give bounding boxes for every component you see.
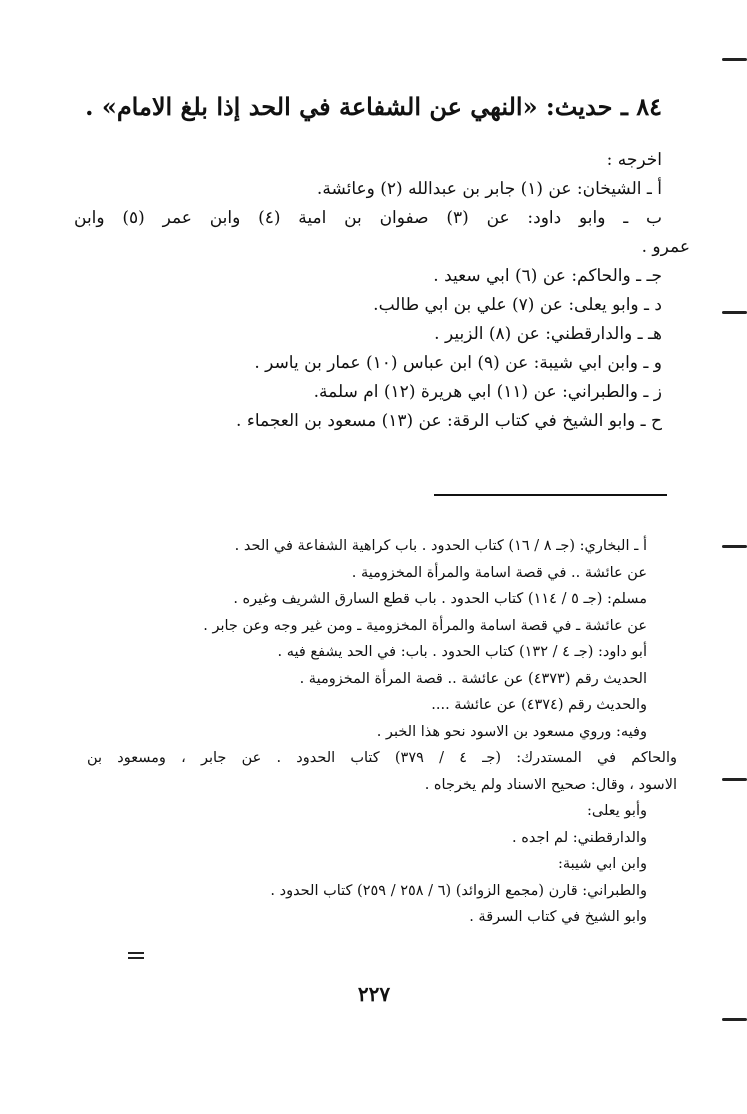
page-number: ٢٢٧ xyxy=(357,982,391,1006)
footnote-line: عن عائشة ـ في قصة اسامة والمرأة المخزومية ـ ومن غير وجه وعن جابر . xyxy=(203,617,647,634)
takhrij-item: جـ ـ والحاكم: عن (٦) ابي سعيد . xyxy=(433,266,662,286)
footnote-divider xyxy=(434,494,667,496)
footnote-line: والحاكم في المستدرك: (جـ ٤ / ٣٧٩) كتاب الحدود . عن جابر ، ومسعود بن xyxy=(87,750,678,766)
footnote-line: مسلم: (جـ ٥ / ١١٤) كتاب الحدود . باب قطع السارق الشريف وغيره . xyxy=(233,591,647,607)
takhrij-item: ح ـ وابو الشيخ في كتاب الرقة: عن (١٣) مسعود بن العجماء . xyxy=(236,411,662,431)
footnote-line: والطبراني: قارن (مجمع الزوائد) (٦ / ٢٥٨ / ٢٥٩) كتاب الحدود . xyxy=(270,882,647,899)
takhrij-item: ب ـ وابو داود: عن (٣) صفوان بن امية (٤) وابن عمر (٥) وابن xyxy=(74,208,662,228)
takhrij-intro: اخرجه : xyxy=(606,150,662,170)
scan-edge-mark xyxy=(722,545,747,548)
footnote-line: وابو الشيخ في كتاب السرقة . xyxy=(469,909,647,925)
footnote-line: وابن ابي شيبة: xyxy=(557,856,647,872)
footnote-line: الاسود ، وقال: صحيح الاسناد ولم يخرجاه . xyxy=(424,776,677,793)
takhrij-section xyxy=(74,146,690,436)
continuation-mark xyxy=(128,952,144,960)
footnote-line: الحديث رقم (٤٣٧٣) عن عائشة .. قصة المرأة المخزومية . xyxy=(299,670,647,687)
footnote-line: وفيه: وروي مسعود بن الاسود نحو هذا الخبر . xyxy=(376,723,647,740)
footnote-line: وأبو يعلى: xyxy=(587,803,647,819)
scan-edge-mark xyxy=(722,1018,747,1021)
takhrij-item: ز ـ والطبراني: عن (١١) ابي هريرة (١٢) ام سلمة. xyxy=(313,382,662,402)
takhrij-item: و ـ وابن ابي شيبة: عن (٩) ابن عباس (١٠) عمار بن ياسر . xyxy=(254,353,662,373)
hadith-heading: ٨٤ ـ حديث: «النهي عن الشفاعة في الحد إذا بلغ الامام» . xyxy=(85,92,662,121)
footnotes-section xyxy=(87,533,678,931)
takhrij-item: أ ـ الشيخان: عن (١) جابر بن عبدالله (٢) وعائشة. xyxy=(316,179,662,199)
scan-edge-mark xyxy=(722,778,747,781)
footnote-line: أبو داود: (جـ ٤ / ١٣٢) كتاب الحدود . باب: في الحد يشفع فيه . xyxy=(277,644,647,660)
footnote-line: والحديث رقم (٤٣٧٤) عن عائشة .... xyxy=(431,697,647,713)
scan-edge-mark xyxy=(722,58,747,61)
footnote-line: عن عائشة .. في قصة اسامة والمرأة المخزومية . xyxy=(351,564,647,581)
footnote-line: والدارقطني: لم اجده . xyxy=(512,829,647,846)
takhrij-item: هـ ـ والدارقطني: عن (٨) الزبير . xyxy=(434,324,662,344)
scan-edge-mark xyxy=(722,311,747,314)
takhrij-item: د ـ وابو يعلى: عن (٧) علي بن ابي طالب. xyxy=(373,295,662,315)
footnote-line: أ ـ البخاري: (جـ ٨ / ١٦) كتاب الحدود . باب كراهية الشفاعة في الحد . xyxy=(234,538,647,554)
takhrij-item-continuation: عمرو . xyxy=(641,237,690,257)
